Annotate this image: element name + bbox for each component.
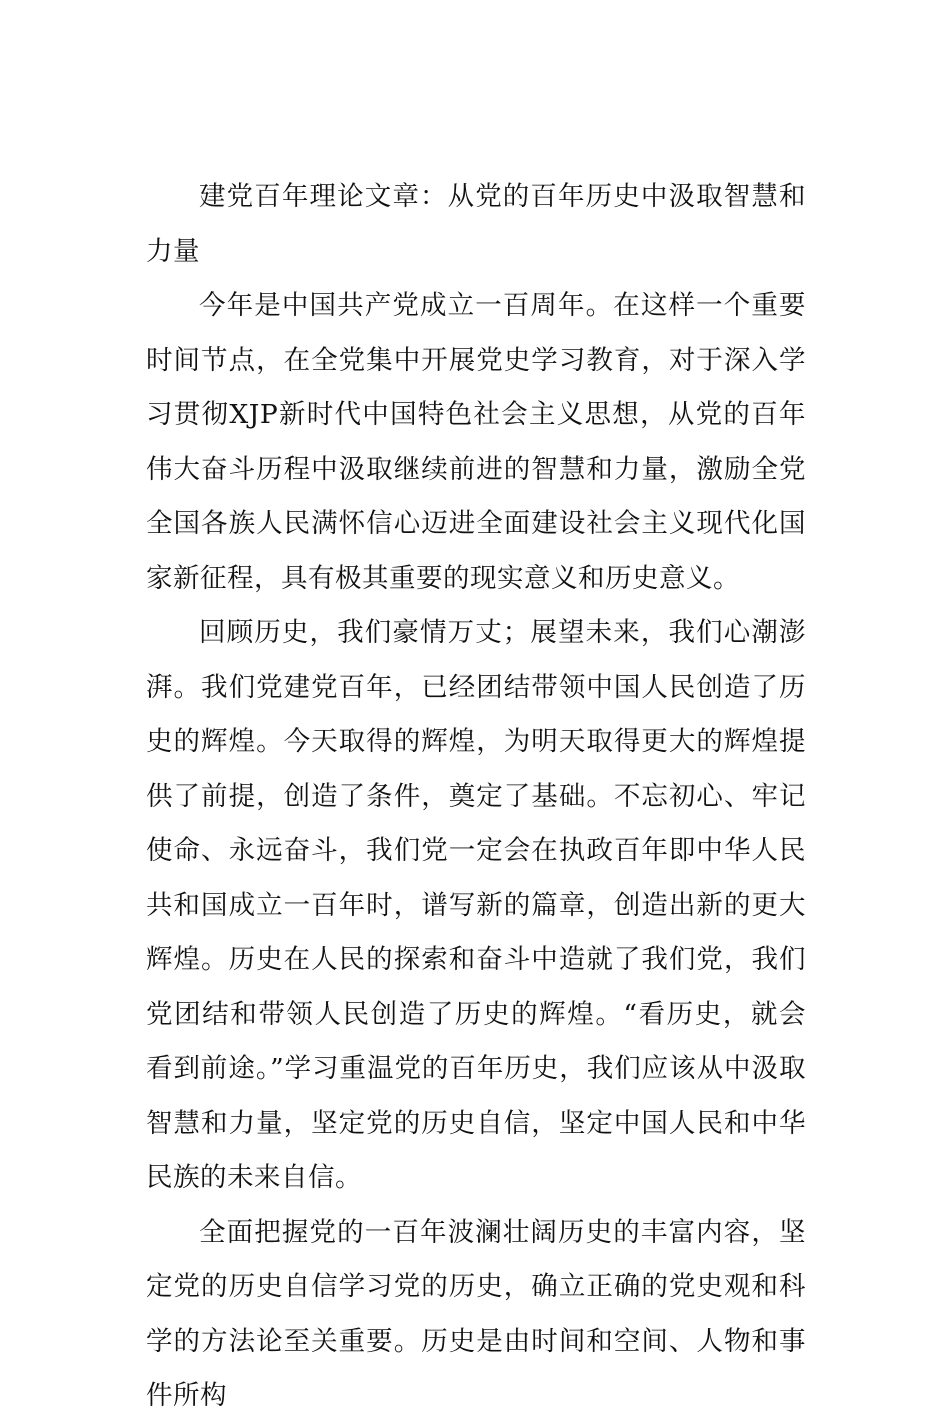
paragraph-2: 回顾历史，我们豪情万丈；展望未来，我们心潮澎湃。我们党建党百年，已经团结带领中国人民创造了历史的辉煌。今天取得的辉煌，为明天取得更大的辉煌提供了前提，创造了条件，奠定了基础。不忘初心、牢记使命、永远奋斗，我们党一定会在执政百年即中华人民共和国成立一百年时，谱写新的篇章，创造出新的更大辉煌。历史在人民的探索和奋斗中造就了我们党，我们党团结和带领人民创造了历史的辉煌。“看历史，就会看到前途。”学习重温党的百年历史，我们应该从中汲取智慧和力量，坚定党的历史自信，坚定中国人民和中华民族的未来自信。 bbox=[146, 617, 806, 1193]
document-page bbox=[146, 170, 806, 1424]
document-title: 建党百年理论文章：从党的百年历史中汲取智慧和力量 bbox=[146, 181, 806, 267]
paragraph-3: 全面把握党的一百年波澜壮阔历史的丰富内容，坚定党的历史自信学习党的历史，确立正确的党史观和科学的方法论至关重要。历史是由时间和空间、人物和事件所构 bbox=[146, 1216, 806, 1411]
paragraph-1: 今年是中国共产党成立一百周年。在这样一个重要时间节点，在全党集中开展党史学习教育，对于深入学习贯彻XJP新时代中国特色社会主义思想，从党的百年伟大奋斗历程中汲取继续前进的智慧和力量，激励全党全国各族人民满怀信心迈进全面建设社会主义现代化国家新征程，具有极其重要的现实意义和历史意义。 bbox=[146, 290, 806, 594]
